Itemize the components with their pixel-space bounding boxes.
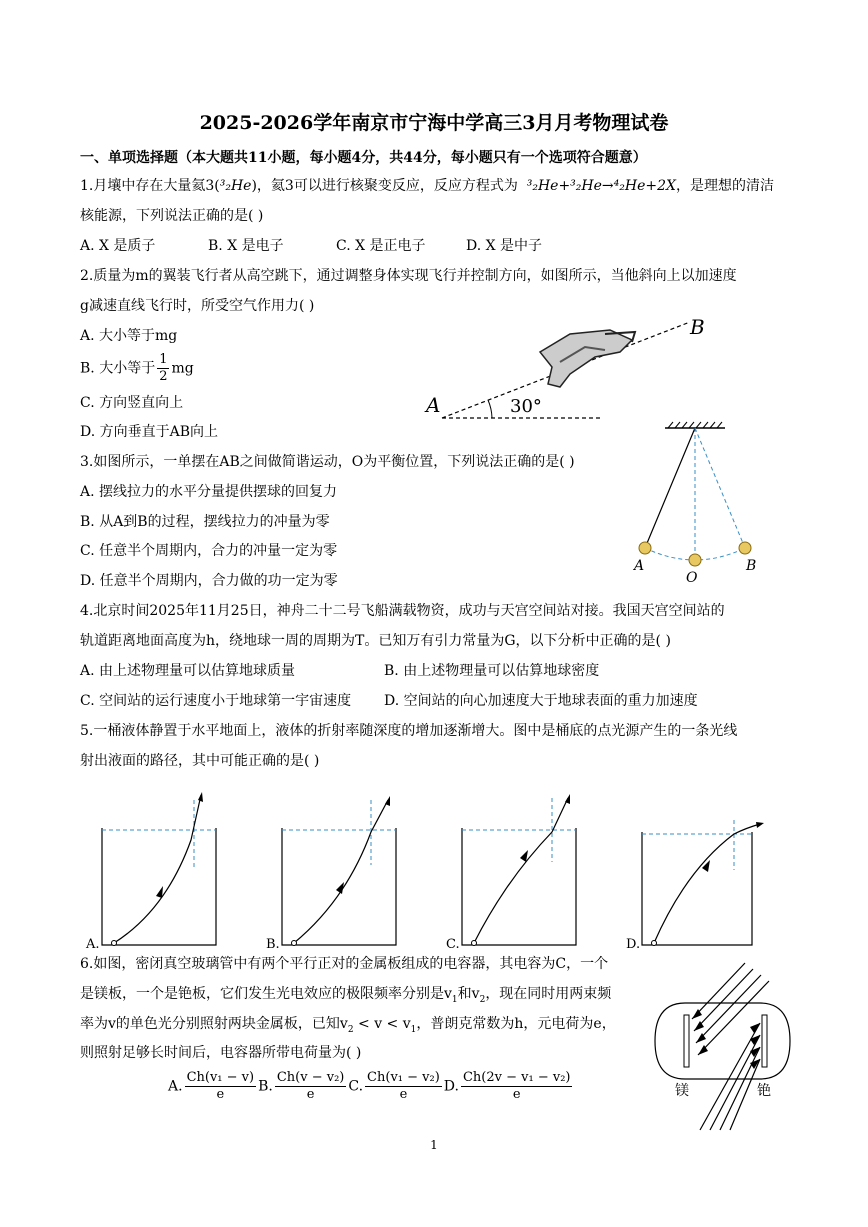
q1-option-d: D. X 是中子 — [466, 238, 543, 254]
q6-opt-b-den: e — [306, 1087, 315, 1102]
q6-opt-b-label: B. — [258, 1078, 273, 1095]
q6-opt-c-num: Ch(v₁ − v₂) — [367, 1070, 440, 1085]
page-title: 2025-2026学年南京市宁海中学高三3月月考物理试卷 — [199, 112, 669, 134]
q6-opt-b-fraction — [275, 1070, 347, 1103]
q1-text-c: ，是理想的清洁 — [675, 178, 774, 194]
q6-opt-d-label: D. — [443, 1078, 459, 1095]
q6-opt-a-label: A. — [168, 1078, 183, 1095]
q6-line3 — [80, 1014, 616, 1040]
q6-opt-c-label: C. — [348, 1078, 364, 1095]
wingsuit-flyer-icon — [540, 330, 635, 387]
q6-line4: 则照射足够长时间后，电容器所带电荷量为( ) — [80, 1045, 362, 1061]
q4-option-a: A. 由上述物理量可以估算地球质量 — [80, 663, 296, 679]
q2-option-c: C. 方向竖直向上 — [80, 395, 184, 411]
q6-opt-c-fraction — [365, 1070, 442, 1103]
fig3-label-b: B — [746, 558, 757, 574]
q1-text-a: 1.月壤中存在大量氦3( — [80, 178, 220, 194]
q5-line1: 5.一桶液体静置于水平地面上，液体的折射率随深度的增加逐渐增大。图中是桶底的点光源产生的一条光线 — [80, 723, 738, 739]
q1-equation: ³₂He+³₂He→⁴₂He+2X — [526, 178, 676, 194]
q5-label-b: B. — [266, 937, 280, 952]
q6-line3-a: 率为v的单色光分别照射两块金属板，已知v — [80, 1016, 348, 1032]
fig6-label-cs: 铯 — [757, 1083, 771, 1099]
wingsuit-figure — [420, 312, 720, 427]
q6-line3-b: < v < v — [353, 1016, 411, 1032]
q6-opt-a-num: Ch(v₁ − v) — [186, 1070, 255, 1085]
q6-opt-b-num: Ch(v − v₂) — [276, 1070, 345, 1085]
q2-option-a: A. 大小等于mg — [80, 328, 178, 344]
q6-opt-d-num: Ch(2v − v₁ − v₂) — [462, 1070, 571, 1085]
q5-label-d: D. — [626, 937, 641, 952]
q6-sub2: 2 — [479, 994, 486, 1005]
q6-line3-c: ，普朗克常数为h，元电荷为e， — [416, 1016, 616, 1032]
q6-line2 — [80, 984, 611, 1010]
q4-option-b: B. 由上述物理量可以估算地球密度 — [384, 663, 600, 679]
page-number: 1 — [430, 1138, 438, 1152]
q3-option-d: D. 任意半个周期内，合力做的功一定为零 — [80, 573, 338, 589]
q6-options — [168, 1070, 574, 1103]
q2-line1: 2.质量为m的翼装飞行者从高空跳下，通过调整身体实现飞行并控制方向，如图所示，当他斜向上以加速度 — [80, 268, 737, 284]
q5-label-a: A. — [86, 937, 100, 952]
q2-line2: g减速直线飞行时，所受空气作用力( ) — [80, 298, 315, 314]
q4-option-d: D. 空间站的向心加速度大于地球表面的重力加速度 — [384, 693, 698, 709]
q3-option-a: A. 摆线拉力的水平分量提供摆球的回复力 — [80, 484, 338, 500]
q2-option-d: D. 方向垂直于AB向上 — [80, 424, 219, 440]
fig2-label-a: A — [426, 393, 441, 417]
q6-line2-b: 和v — [457, 986, 480, 1002]
q4-line2: 轨道距离地面高度为h，绕地球一周的周期为T。已知万有引力常量为G，以下分析中正确的是( ) — [80, 633, 671, 649]
section-heading: 一、单项选择题（本大题共11小题，每小题4分，共44分，每小题只有一个选项符合题意） — [80, 150, 647, 166]
fig3-label-o: O — [686, 570, 698, 586]
q1-option-c: C. X 是正电子 — [336, 238, 426, 254]
q6-opt-a-fraction — [185, 1070, 257, 1103]
photoelectric-tube-figure — [650, 955, 800, 1135]
q3-option-c: C. 任意半个周期内，合力的冲量一定为零 — [80, 543, 338, 559]
q6-line2-c: ，现在同时用两束频 — [485, 986, 612, 1002]
q1-he3: ³₂He — [219, 178, 252, 194]
q2-option-b-fraction — [157, 352, 169, 385]
q5-label-c: C. — [446, 937, 460, 952]
q2-frac-den: 2 — [159, 369, 168, 384]
q6-opt-d-den: e — [512, 1087, 521, 1102]
q5-figure-d — [626, 790, 766, 950]
q5-figure-a — [86, 790, 221, 950]
fig2-angle: 30° — [510, 396, 542, 417]
q4-option-c: C. 空间站的运行速度小于地球第一宇宙速度 — [80, 693, 352, 709]
q6-opt-a-den: e — [216, 1087, 225, 1102]
q2-option-b — [80, 352, 194, 385]
q6-sub2b: 2 — [347, 1024, 354, 1035]
q2-option-b-text: B. 大小等于 — [80, 360, 156, 377]
q1-line1 — [80, 176, 774, 196]
q2-option-b-tail: mg — [171, 360, 194, 377]
fig3-label-a: A — [634, 558, 645, 574]
q1-line2: 核能源，下列说法正确的是( ) — [80, 208, 264, 224]
q4-line1: 4.北京时间2025年11月25日，神舟二十二号飞船满载物资，成功与天宫空间站对接。我国天宫空间站的 — [80, 603, 725, 619]
q5-figure-b — [266, 790, 401, 950]
q3-line1: 3.如图所示，一单摆在AB之间做简谐运动，O为平衡位置，下列说法正确的是( ) — [80, 454, 575, 470]
q6-sub1b: 1 — [410, 1024, 417, 1035]
q5-line2: 射出液面的路径，其中可能正确的是( ) — [80, 753, 320, 769]
q6-line1: 6.如图，密闭真空玻璃管中有两个平行正对的金属板组成的电容器，其电容为C，一个 — [80, 956, 609, 972]
pendulum-figure — [630, 420, 760, 586]
q1-option-b: B. X 是电子 — [208, 238, 284, 254]
q6-sub1: 1 — [451, 994, 458, 1005]
fig2-label-b: B — [690, 315, 705, 339]
q6-opt-d-fraction — [461, 1070, 573, 1103]
q1-text-b: )，氦3可以进行核聚变反应，反应方程式为 — [251, 178, 518, 194]
q1-option-a: A. X 是质子 — [80, 238, 156, 254]
q6-opt-c-den: e — [399, 1087, 408, 1102]
fig6-label-mg: 镁 — [675, 1083, 689, 1099]
q3-option-b: B. 从A到B的过程，摆线拉力的冲量为零 — [80, 514, 330, 530]
q2-frac-num: 1 — [159, 352, 168, 367]
q6-line2-a: 是镁板，一个是铯板，它们发生光电效应的极限频率分别是v — [80, 986, 452, 1002]
q5-figure-c — [446, 790, 581, 950]
